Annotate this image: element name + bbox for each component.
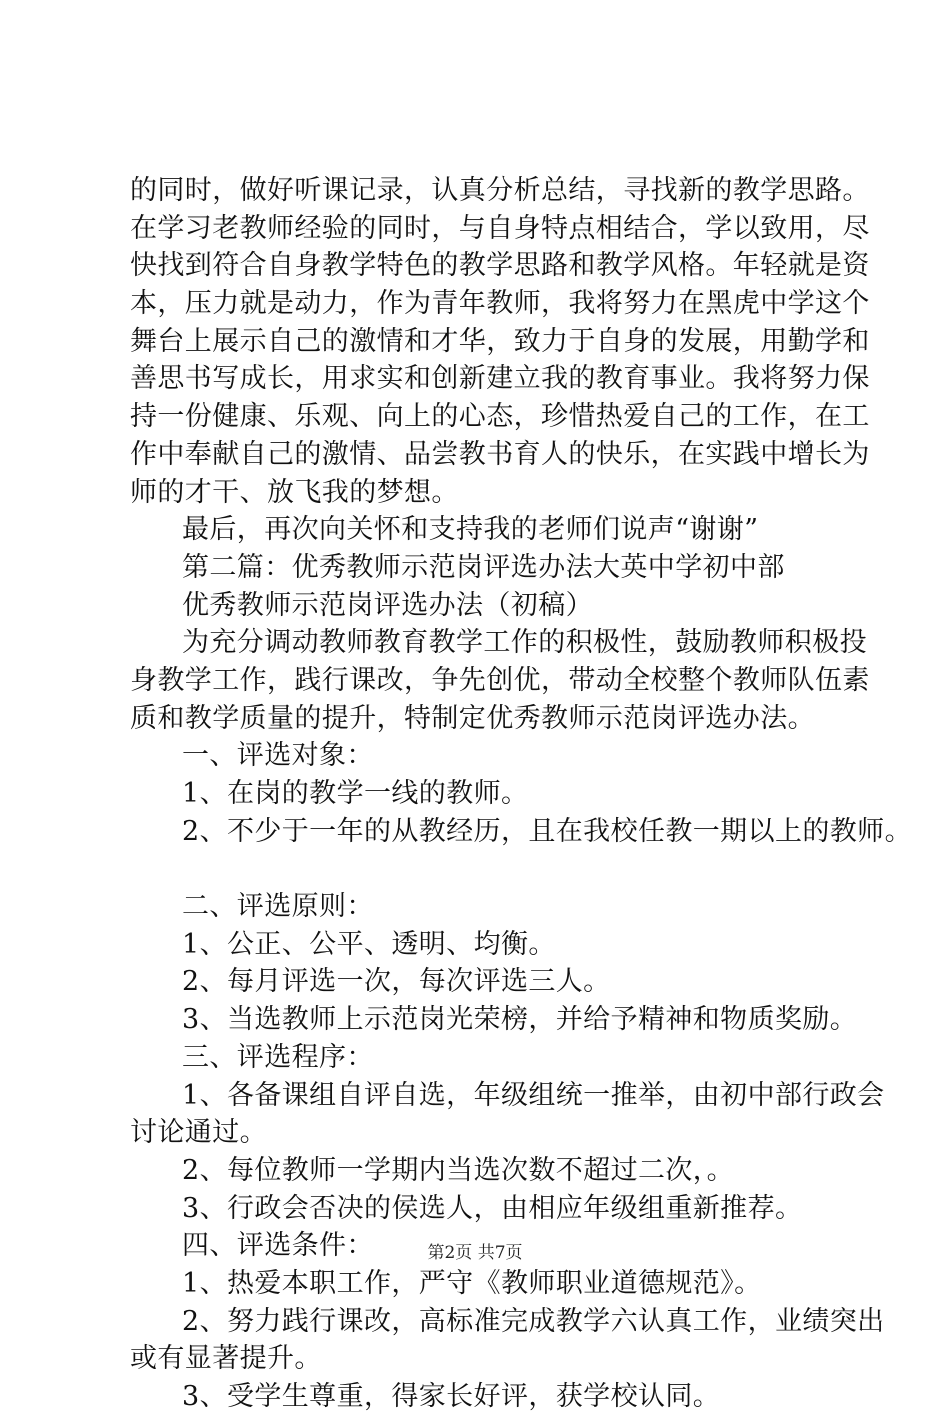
text-line: 质和教学质量的提升，特制定优秀教师示范岗评选办法。	[130, 702, 815, 734]
text-line: 快找到符合自身教学特色的教学思路和教学风格。年轻就是资	[130, 250, 870, 282]
text-line: 3、受学生尊重，得家长好评，获学校认同。	[182, 1381, 721, 1412]
blank-line	[130, 850, 842, 888]
text-line: 优秀教师示范岗评选办法（初稿）	[182, 589, 593, 621]
text-line: 三、评选程序：	[182, 1041, 374, 1073]
text-line: 在学习老教师经验的同时，与自身特点相结合，学以致用，尽	[130, 212, 870, 244]
text-line: 善思书写成长，用求实和创新建立我的教育事业。我将努力保	[130, 363, 870, 395]
text-line: 本，压力就是动力，作为青年教师，我将努力在黑虎中学这个	[130, 288, 870, 320]
text-line: 讨论通过。	[130, 1117, 267, 1149]
text-line: 1、各备课组自评自选，年级组统一推举，由初中部行政会	[182, 1079, 885, 1111]
text-line: 或有显著提升。	[130, 1343, 322, 1375]
text-line: 持一份健康、乐观、向上的心态，珍惜热爱自己的工作，在工	[130, 401, 870, 433]
text-line: 一、评选对象：	[182, 740, 374, 772]
document-body	[130, 172, 912, 1416]
text-line: 四、评选条件：	[182, 1230, 374, 1262]
text-line: 身教学工作，践行课改，争先创优，带动全校整个教师队伍素	[130, 664, 870, 696]
text-line: 第二篇：优秀教师示范岗评选办法大英中学初中部	[182, 551, 785, 583]
text-line: 师的才干、放飞我的梦想。	[130, 476, 459, 508]
text-line: 2、每月评选一次，每次评选三人。	[182, 966, 611, 998]
text-line: 1、热爱本职工作，严守《教师职业道德规范》。	[182, 1267, 762, 1299]
text-line: 舞台上展示自己的激情和才华，致力于自身的发展，用勤学和	[130, 325, 870, 357]
text-line: 3、当选教师上示范岗光荣榜，并给予精神和物质奖励。	[182, 1004, 858, 1036]
text-line: 3、行政会否决的侯选人，由相应年级组重新推荐。	[182, 1192, 803, 1224]
page-footer: 第2页 共7页	[427, 1243, 523, 1263]
text-line: 最后，再次向关怀和支持我的老师们说声“谢谢”	[182, 514, 759, 546]
text-line: 的同时，做好听课记录，认真分析总结，寻找新的教学思路。	[130, 175, 870, 206]
text-line: 2、不少于一年的从教经历，且在我校任教一期以上的教师。	[182, 815, 912, 847]
text-line: 2、每位教师一学期内当选次数不超过二次，。	[182, 1154, 735, 1186]
text-line: 为充分调动教师教育教学工作的积极性，鼓励教师积极投	[182, 627, 867, 659]
text-line: 2、努力践行课改，高标准完成教学六认真工作，业绩突出	[182, 1305, 885, 1337]
text-line: 二、评选原则：	[182, 891, 374, 923]
text-line: 1、公正、公平、透明、均衡。	[182, 928, 556, 960]
text-line: 作中奉献自己的激情、品尝教书育人的快乐，在实践中增长为	[130, 438, 870, 470]
text-line: 1、在岗的教学一线的教师。	[182, 778, 529, 809]
